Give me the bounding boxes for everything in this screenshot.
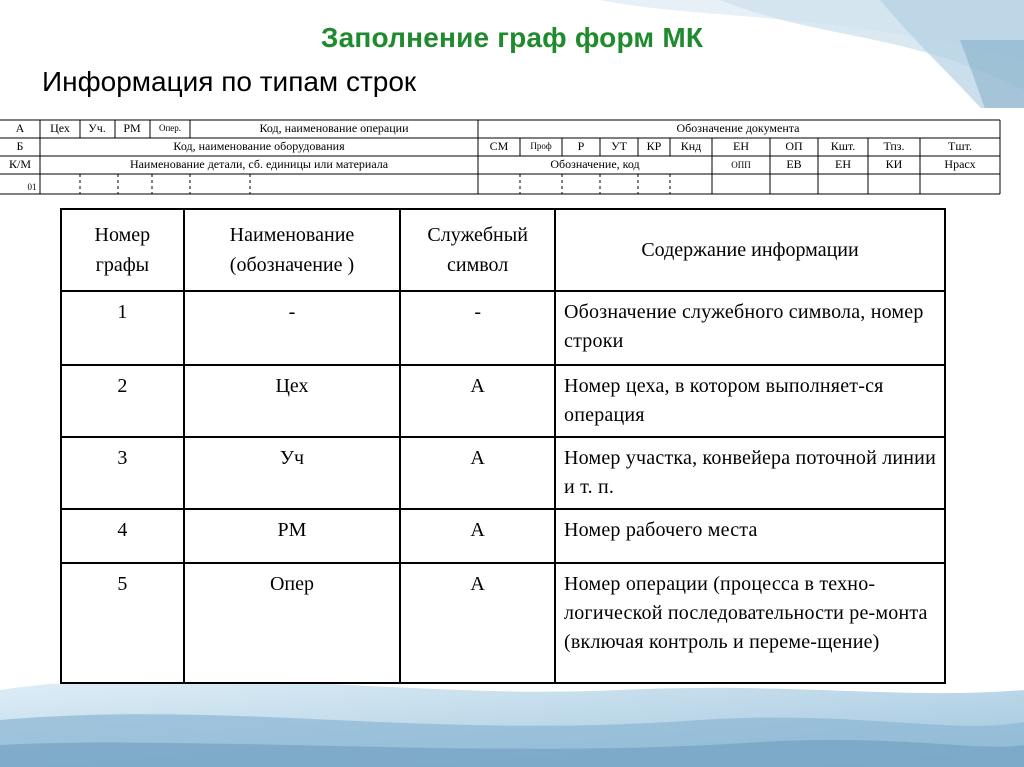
table-row [61, 437, 945, 509]
form-cell: Р [577, 139, 585, 153]
form-cell: Опер. [158, 123, 182, 133]
form-cell: ЕВ [786, 157, 802, 171]
cell-content: Номер цеха, в котором выполняет-ся операция [555, 365, 945, 437]
form-cell: К/М [8, 157, 32, 171]
form-cell: ОП [785, 139, 803, 153]
form-cell: РМ [123, 121, 141, 135]
cell-name: - [184, 291, 401, 365]
form-cell: Б [16, 139, 24, 153]
form-cell: Тпз. [883, 139, 905, 153]
route-card-form [0, 108, 1024, 200]
form-cell: ЕН [733, 139, 749, 153]
cell-name: РМ [184, 509, 401, 563]
document-scan [0, 108, 1024, 684]
cell-content: Номер операции (процесса в техно-логической последовательности ре-монта (включая контроль и переме-щение) [555, 563, 945, 683]
column-info-table [60, 208, 946, 684]
header-content: Содержание информации [555, 209, 945, 291]
form-cell: Кнд [680, 139, 702, 153]
header-name: Наименование (обозначение ) [184, 209, 401, 291]
cell-content: Номер участка, конвейера поточной линии и т. п. [555, 437, 945, 509]
form-cell: Обозначение, код [550, 157, 640, 171]
form-cell: 01 [27, 182, 37, 192]
form-cell: ОПП [731, 160, 751, 170]
cell-symbol: - [400, 291, 555, 365]
cell-number: 5 [61, 563, 184, 683]
form-cell: УТ [611, 139, 627, 153]
header-column-number: Номер графы [61, 209, 184, 291]
form-cell: КР [646, 139, 662, 153]
table-row [61, 509, 945, 563]
form-cell: Код, наименование оборудования [173, 139, 345, 153]
table-row [61, 291, 945, 365]
form-cell: Наименование детали, сб. единицы или материала [129, 157, 389, 171]
cell-name: Опер [184, 563, 401, 683]
form-cell: Уч. [88, 121, 106, 135]
slide-subtitle: Информация по типам строк [42, 66, 417, 97]
cell-content: Номер рабочего места [555, 509, 945, 563]
form-cell: СМ [489, 139, 509, 153]
cell-content: Обозначение служебного символа, номер строки [555, 291, 945, 365]
form-cell: Обозначение документа [676, 121, 800, 135]
form-cell: Нрасх [944, 157, 976, 171]
cell-name: Цех [184, 365, 401, 437]
form-cell: Цех [50, 121, 70, 135]
table-row [61, 365, 945, 437]
cell-symbol: А [400, 437, 555, 509]
table-row [61, 563, 945, 683]
cell-symbol: А [400, 365, 555, 437]
form-cell: Тшт. [948, 139, 972, 153]
form-cell: Код, наименование операции [259, 121, 409, 135]
header-service-symbol: Служебный символ [400, 209, 555, 291]
slide-title: Заполнение граф форм МК [320, 22, 704, 53]
cell-symbol: А [400, 509, 555, 563]
form-cell: А [15, 121, 25, 135]
cell-number: 4 [61, 509, 184, 563]
cell-symbol: А [400, 563, 555, 683]
cell-number: 3 [61, 437, 184, 509]
form-cell: КИ [885, 157, 903, 171]
cell-number: 1 [61, 291, 184, 365]
form-cell: ЕН [835, 157, 851, 171]
form-cell: Кшт. [830, 139, 856, 153]
form-cell: Проф [530, 141, 552, 151]
cell-name: Уч [184, 437, 401, 509]
table-header-row [61, 209, 945, 291]
cell-number: 2 [61, 365, 184, 437]
